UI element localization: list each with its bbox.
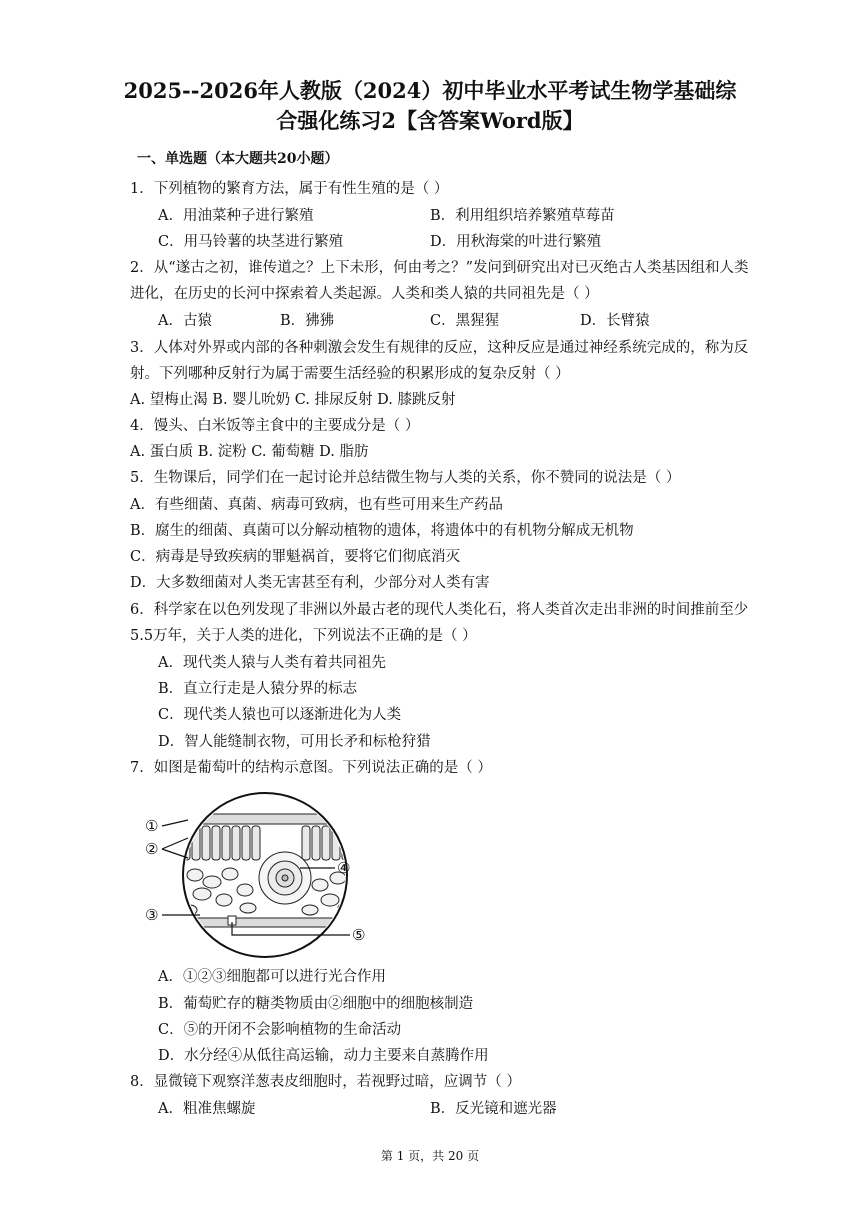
q7-option-c: C．⑤的开闭不会影响植物的生命活动: [158, 1022, 402, 1038]
q2-option-d: D．长臂猿: [580, 313, 650, 329]
label-1: ①: [145, 817, 159, 835]
q1-stem: 1．下列植物的繁育方法，属于有性生殖的是（ ）: [130, 181, 449, 197]
label-2: ②: [145, 840, 159, 858]
q4-options: A. 蛋白质 B. 淀粉 C. 葡萄糖 D. 脂肪: [130, 444, 369, 460]
q5-option-b: B．腐生的细菌、真菌可以分解动植物的遗体，将遗体中的有机物分解成无机物: [130, 523, 634, 539]
page-footer: 第 1 页，共 20 页: [380, 1149, 480, 1163]
label-3: ③: [145, 906, 159, 924]
leaf-structure-diagram: [140, 790, 390, 960]
q1-option-c: C．用马铃薯的块茎进行繁殖: [158, 234, 344, 250]
q7-option-d: D．水分经④从低往高运输，动力主要来自蒸腾作用: [158, 1048, 489, 1064]
section-heading: 一、单选题（本大题共20小题）: [137, 151, 339, 167]
q5-option-c: C．病毒是导致疾病的罪魁祸首，要将它们彻底消灭: [130, 549, 461, 565]
q4-stem: 4．馒头、白米饭等主食中的主要成分是（ ）: [130, 418, 420, 434]
q3-options: A. 望梅止渴 B. 婴儿吮奶 C. 排尿反射 D. 膝跳反射: [130, 392, 456, 408]
q5-stem: 5．生物课后，同学们在一起讨论并总结微生物与人类的关系，你不赞同的说法是（ ）: [130, 470, 681, 486]
q5-option-a: A．有些细菌、真菌、病毒可致病，也有些可用来生产药品: [130, 497, 503, 513]
q7-stem: 7．如图是葡萄叶的结构示意图。下列说法正确的是（ ）: [130, 760, 492, 776]
q6-option-b: B．直立行走是人猿分界的标志: [158, 681, 358, 697]
q1-option-d: D．用秋海棠的叶进行繁殖: [430, 234, 602, 250]
title-line-2: 合强化练习2【含答案Word版】: [276, 108, 584, 133]
q6-stem-2: 5.5万年，关于人类的进化，下列说法不正确的是（ ）: [130, 628, 477, 644]
q6-option-a: A．现代类人猿与人类有着共同祖先: [158, 655, 386, 671]
q2-stem-1: 2．从“遂古之初，谁传道之？上下未形，何由考之？”发问到研究出对已灭绝古人类基因组和人类: [130, 260, 749, 276]
q6-option-d: D．智人能缝制衣物，可用长矛和标枪狩猎: [158, 734, 431, 750]
q2-option-a: A．古猿: [158, 313, 212, 329]
q1-option-b: B．利用组织培养繁殖草莓苗: [430, 208, 615, 224]
title-line-1: 2025--2026年人教版（2024）初中毕业水平考试生物学基础综: [123, 78, 737, 103]
q8-option-b: B．反光镜和遮光器: [430, 1101, 557, 1117]
q8-stem: 8．显微镜下观察洋葱表皮细胞时，若视野过暗，应调节（ ）: [130, 1074, 521, 1090]
q7-option-a: A．①②③细胞都可以进行光合作用: [158, 969, 386, 985]
q6-option-c: C．现代类人猿也可以逐渐进化为人类: [158, 707, 402, 723]
leaf-cross-section-drawing: [140, 790, 390, 960]
q3-stem-2: 射。下列哪种反射行为属于需要生活经验的积累形成的复杂反射（ ）: [130, 366, 570, 382]
q7-option-b: B．葡萄贮存的糖类物质由②细胞中的细胞核制造: [158, 996, 474, 1012]
q5-option-d: D．大多数细菌对人类无害甚至有利，少部分对人类有害: [130, 575, 490, 591]
q2-stem-2: 进化，在历史的长河中探索着人类起源。人类和类人猿的共同祖先是（ ）: [130, 286, 599, 302]
q1-option-a: A．用油菜种子进行繁殖: [158, 208, 314, 224]
label-4: ④: [337, 859, 351, 877]
q8-option-a: A．粗准焦螺旋: [158, 1101, 256, 1117]
q2-option-c: C．黑猩猩: [430, 313, 500, 329]
label-5: ⑤: [352, 926, 366, 944]
q6-stem-1: 6．科学家在以色列发现了非洲以外最古老的现代人类化石，将人类首次走出非洲的时间推前至少: [130, 602, 749, 618]
q3-stem-1: 3．人体对外界或内部的各种刺激会发生有规律的反应，这种反应是通过神经系统完成的，称为反: [130, 340, 749, 356]
q2-option-b: B．狒狒: [280, 313, 335, 329]
